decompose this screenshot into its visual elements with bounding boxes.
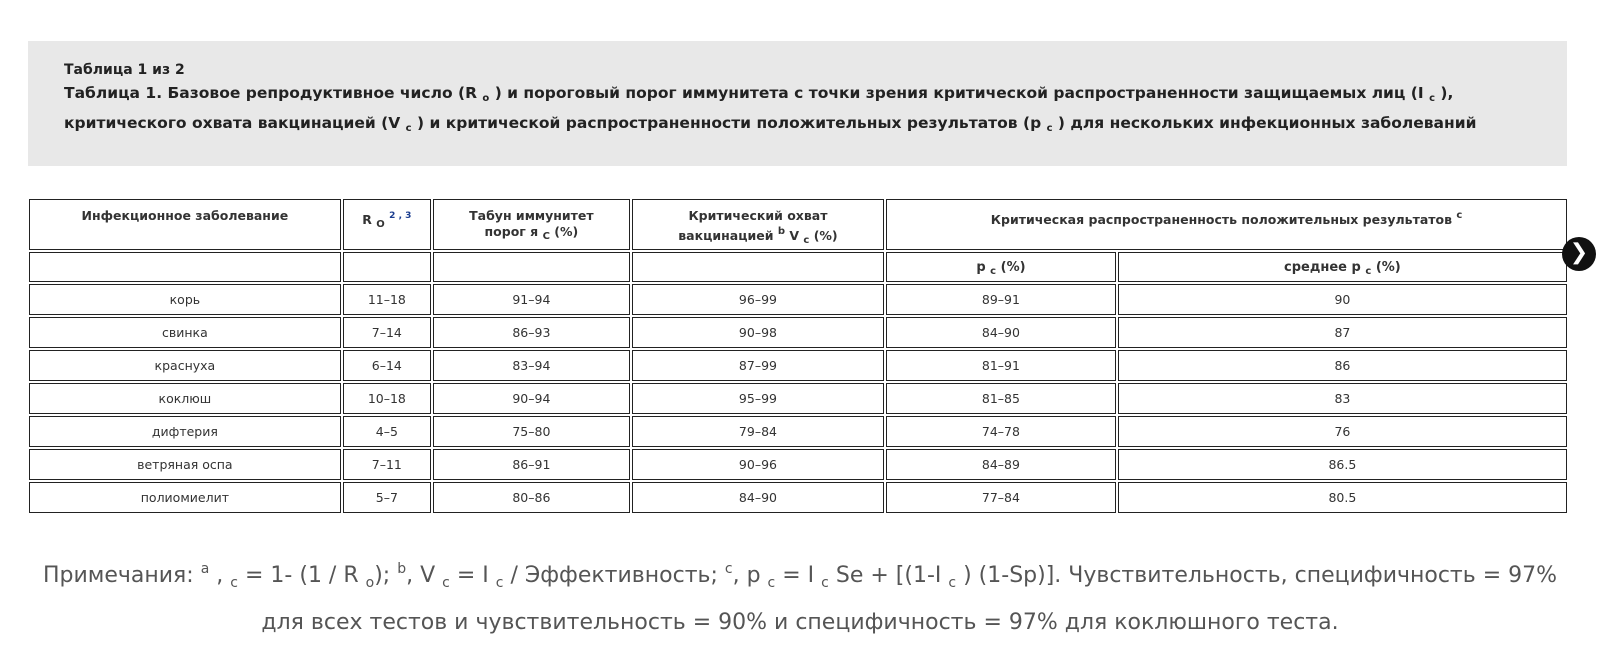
cell-herd: 86–93 [433,317,630,348]
cell-pc: 84–90 [886,317,1116,348]
cell-vacc: 90–96 [632,449,884,480]
cell-r0: 11–18 [343,284,431,315]
next-table-button[interactable] [1562,237,1596,271]
cell-herd: 83–94 [433,350,630,381]
table-row [29,482,1567,513]
table-row [29,284,1567,315]
table-counter: Таблица 1 из 2 [64,62,185,78]
chevron-right-icon: ❯ [1569,240,1589,265]
cell-pc: 89–91 [886,284,1116,315]
cell-mean: 90 [1118,284,1567,315]
cell-herd: 91–94 [433,284,630,315]
cell-r0: 7–14 [343,317,431,348]
cell-herd: 80–86 [433,482,630,513]
footnote-ref-link[interactable]: 2 , 3 [389,211,412,221]
cell-vacc: 84–90 [632,482,884,513]
cell-mean: 76 [1118,416,1567,447]
header-disease: Инфекционное заболевание [29,199,341,250]
table-row [29,416,1567,447]
table-row [29,449,1567,480]
header-herd-threshold: Табун иммунитет порог я $_C$ (%) [433,199,630,250]
header-critical-prevalence: Критическая распространенность положительных результатов $^c$ [886,199,1567,250]
cell-r0: 7–11 [343,449,431,480]
cell-herd: 86–91 [433,449,630,480]
cell-mean: 86 [1118,350,1567,381]
cell-herd: 90–94 [433,383,630,414]
cell-disease: корь [29,284,341,315]
cell-disease: ветряная оспа [29,449,341,480]
cell-vacc: 87–99 [632,350,884,381]
cell-pc: 84–89 [886,449,1116,480]
cell-pc: 81–91 [886,350,1116,381]
subheader-pc: p $_c$ (%) [886,252,1116,282]
cell-vacc: 95–99 [632,383,884,414]
subheader-mean-pc: среднее p $_c$ (%) [1118,252,1567,282]
cell-vacc: 96–99 [632,284,884,315]
cell-pc: 74–78 [886,416,1116,447]
cell-pc: 81–85 [886,383,1116,414]
table-row [29,350,1567,381]
cell-disease: полиомиелит [29,482,341,513]
table-notes: Примечания: $^a$ , $_c$ = 1- (1 / R $_o$); $^b$, V $_c$ = I $_c$ / Эффективность; $^c$, p $_c$ = I $_c$ Se + [(1-I $_c$ ) (1-Sp)]. Чувствительность, специфичность = 97% для всех тестов и чувствительность = 90% и специфичность = 97% для коклюшного теста. [42,561,1558,635]
cell-vacc: 79–84 [632,416,884,447]
cell-r0: 10–18 [343,383,431,414]
cell-disease: свинка [29,317,341,348]
cell-disease: дифтерия [29,416,341,447]
cell-r0: 4–5 [343,416,431,447]
table-row [29,383,1567,414]
cell-mean: 83 [1118,383,1567,414]
cell-pc: 77–84 [886,482,1116,513]
table-row [29,317,1567,348]
header-vaccination-coverage: Критический охват вакцинацией $^b$ V $_c$ (%) [632,199,884,250]
cell-mean: 86.5 [1118,449,1567,480]
cell-vacc: 90–98 [632,317,884,348]
table-header-row [29,199,1567,250]
cell-mean: 87 [1118,317,1567,348]
cell-r0: 5–7 [343,482,431,513]
header-r0: R $_O$ $^{2 , 3}$ [343,199,431,250]
table-caption [28,41,1567,166]
cell-mean: 80.5 [1118,482,1567,513]
table-title: Таблица 1. Базовое репродуктивное число (R $_o$ ) и пороговый порог иммунитета с точки зрения критической распространенности защищаемых лиц (I $_c$ ), критического охвата вакцинацией (V $_c$ ) и критической распространенности положительных результатов (p $_c$ ) для нескольких инфекционных заболеваний [64,84,1477,134]
cell-disease: краснуха [29,350,341,381]
cell-r0: 6–14 [343,350,431,381]
data-table [27,197,1569,515]
cell-disease: коклюш [29,383,341,414]
table-subheader-row [29,252,1567,282]
cell-herd: 75–80 [433,416,630,447]
caption-label: Таблица 1. [64,84,163,102]
